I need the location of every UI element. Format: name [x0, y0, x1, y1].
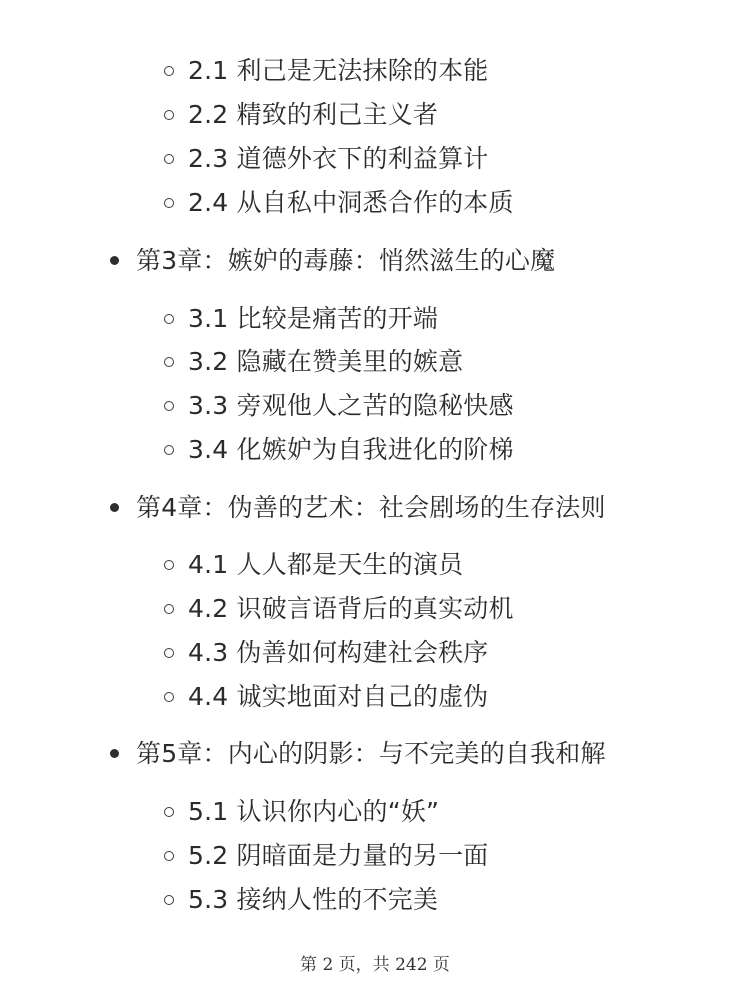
- toc-section-5-2: [164, 843, 489, 868]
- toc-section-label: 3.4 化嫉妒为自我进化的阶梯: [188, 435, 514, 464]
- toc-section-label: 4.4 诚实地面对自己的虚伪: [188, 682, 489, 711]
- toc-section-label: 2.1 利己是无法抹除的本能: [188, 56, 489, 85]
- toc-section-3-3: [164, 393, 514, 418]
- toc-section-3-1: [164, 306, 438, 331]
- toc-section-5-1: [164, 799, 439, 824]
- toc-section-label: 3.2 隐藏在赞美里的嫉意: [188, 347, 464, 376]
- toc-chapter-label: 第4章：伪善的艺术：社会剧场的生存法则: [136, 493, 606, 522]
- hollow-bullet-icon: [164, 692, 174, 702]
- toc-section-2-3: [164, 146, 489, 171]
- toc-section-2-2: [164, 102, 438, 127]
- toc-chapter-3: [110, 248, 555, 273]
- toc-section-5-3: [164, 887, 438, 912]
- hollow-bullet-icon: [164, 110, 174, 120]
- hollow-bullet-icon: [164, 154, 174, 164]
- hollow-bullet-icon: [164, 66, 174, 76]
- toc-section-label: 3.3 旁观他人之苦的隐秘快感: [188, 391, 514, 420]
- toc-section-4-2: [164, 596, 514, 621]
- hollow-bullet-icon: [164, 604, 174, 614]
- toc-section-3-2: [164, 349, 463, 374]
- toc-section-4-3: [164, 640, 489, 665]
- toc-section-2-4: [164, 190, 514, 215]
- toc-section-label: 3.1 比较是痛苦的开端: [188, 304, 439, 333]
- solid-bullet-icon: [110, 749, 119, 758]
- hollow-bullet-icon: [164, 445, 174, 455]
- hollow-bullet-icon: [164, 560, 174, 570]
- toc-section-label: 2.2 精致的利己主义者: [188, 100, 439, 129]
- solid-bullet-icon: [110, 503, 119, 512]
- toc-chapter-4: [110, 495, 606, 520]
- hollow-bullet-icon: [164, 895, 174, 905]
- toc-section-label: 2.4 从自私中洞悉合作的本质: [188, 188, 514, 217]
- hollow-bullet-icon: [164, 401, 174, 411]
- toc-section-4-4: [164, 684, 489, 709]
- toc-section-3-4: [164, 437, 514, 462]
- toc-section-2-1: [164, 58, 489, 83]
- hollow-bullet-icon: [164, 314, 174, 324]
- toc-section-label: 4.3 伪善如何构建社会秩序: [188, 638, 489, 667]
- toc-section-label: 5.1 认识你内心的“妖”: [188, 797, 440, 826]
- toc-section-label: 5.3 接纳人性的不完美: [188, 885, 439, 914]
- page-number-footer: 第 2 页，共 242 页: [300, 955, 450, 975]
- toc-section-label: 4.2 识破言语背后的真实动机: [188, 594, 514, 623]
- toc-section-label: 5.2 阴暗面是力量的另一面: [188, 841, 489, 870]
- toc-section-4-1: [164, 552, 463, 577]
- toc-chapter-5: [110, 741, 606, 766]
- hollow-bullet-icon: [164, 648, 174, 658]
- solid-bullet-icon: [110, 256, 119, 265]
- hollow-bullet-icon: [164, 198, 174, 208]
- hollow-bullet-icon: [164, 357, 174, 367]
- toc-chapter-label: 第5章：内心的阴影：与不完美的自我和解: [136, 739, 606, 768]
- toc-section-label: 2.3 道德外衣下的利益算计: [188, 144, 489, 173]
- toc-section-label: 4.1 人人都是天生的演员: [188, 550, 464, 579]
- toc-chapter-label: 第3章：嫉妒的毒藤：悄然滋生的心魔: [136, 246, 556, 275]
- hollow-bullet-icon: [164, 851, 174, 861]
- hollow-bullet-icon: [164, 807, 174, 817]
